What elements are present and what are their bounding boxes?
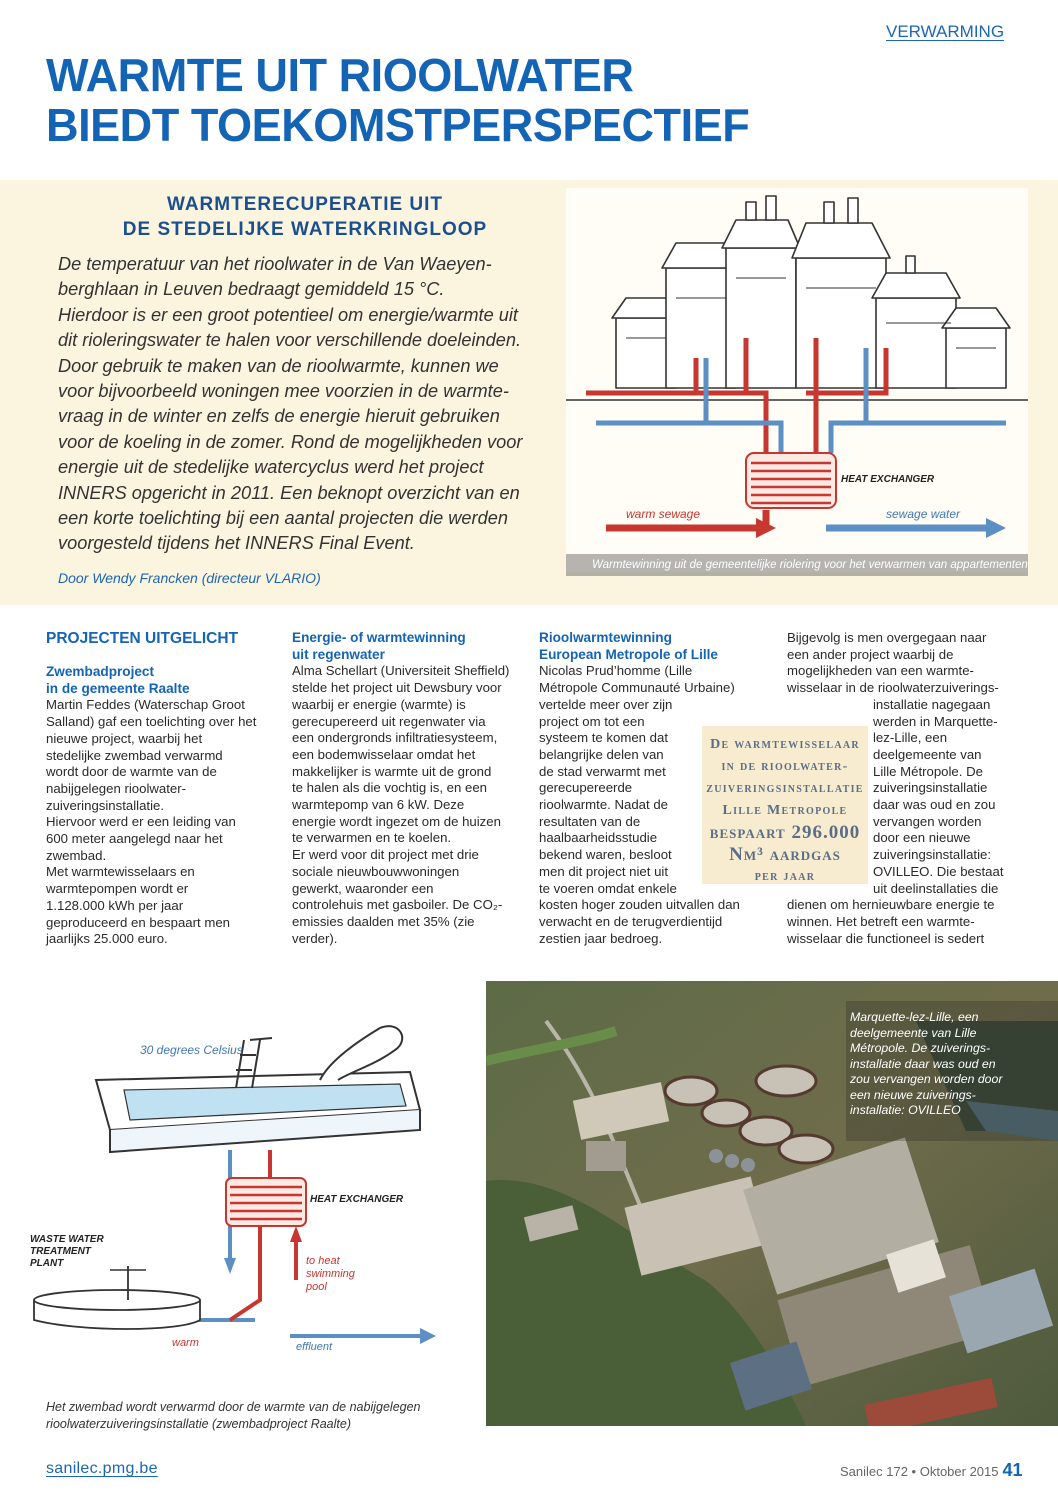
- body-line: belangrijke delen van: [539, 746, 664, 762]
- body-line: lez-Lille, een: [873, 730, 948, 746]
- subheading-line: Energie- of warmtewinning: [292, 630, 466, 645]
- body-line: Martin Feddes (Waterschap Groot: [46, 697, 245, 713]
- footer-site-link[interactable]: sanilec.pmg.be: [46, 1460, 158, 1477]
- body-line: rioolwarmte. Nadat de: [539, 797, 669, 813]
- figure-top-caption: Warmtewinning uit de gemeentelijke riolering voor het verwarmen van appartementen: [566, 554, 1028, 576]
- body-line: zuiveringsinstallatie: [873, 780, 988, 796]
- caption-line: rioolwaterzuiveringsinstallatie (zwembadproject Raalte): [46, 1417, 351, 1431]
- body-line: gerecupereerde: [539, 780, 633, 796]
- body-line: controlehuis met gasboiler. De CO₂-: [292, 897, 503, 913]
- body-line: te halen als die vochtig is, en een: [292, 780, 488, 796]
- label-effluent: effluent: [296, 1341, 333, 1353]
- quote-line: Lille Metropole: [722, 803, 848, 818]
- body-line: daar was oud en zou: [873, 797, 996, 813]
- body-line: mogelijkheden van een warmte-: [787, 663, 974, 679]
- body-line: een ander project waarbij de: [787, 646, 954, 662]
- caption-line: een nieuwe zuiverings-: [850, 1087, 976, 1102]
- subheading-line: European Metropole of Lille: [539, 646, 718, 662]
- column-1: [46, 630, 276, 948]
- body-line: haalbaarheidsstudie: [539, 830, 658, 846]
- body-line: Lille Métropole. De: [873, 763, 983, 779]
- intro-line: voorgesteld tijdens het INNERS Final Event.: [58, 533, 415, 554]
- body-line: winnen. Het betreft een warmte-: [787, 913, 975, 929]
- intro-line: voor bijvoorbeeld woningen mee voorzien in de warmte-: [58, 381, 509, 402]
- body-line: zestien jaar bedroeg.: [539, 930, 663, 946]
- quote-line: zuiveringsinstallatie: [706, 781, 864, 796]
- quote-line: De warmtewisselaar: [710, 737, 860, 752]
- body-line: bekend waren, besloot: [539, 847, 672, 863]
- body-line: Met warmtewisselaars en: [46, 864, 195, 880]
- body-line: installatie nagegaan: [873, 696, 991, 712]
- body-line: Alma Schellart (Universiteit Sheffield): [292, 663, 510, 679]
- body-line: Nicolas Prud’homme (Lille: [539, 663, 693, 679]
- body-line: systeem te komen dat: [539, 730, 669, 746]
- body-line: zwembad.: [46, 847, 107, 863]
- intro-heading-line-1: WARMTERECUPERATIE UIT: [166, 194, 444, 215]
- intro-text: [58, 252, 558, 557]
- body-line: warmtepompen wordt er: [46, 881, 189, 897]
- body-line: men dit project niet uit: [539, 863, 669, 879]
- label-treatment-plant: PLANT: [30, 1258, 64, 1269]
- label-treatment-plant: WASTE WATER: [30, 1234, 104, 1245]
- body-line: nieuwe project, waarbij het: [46, 730, 203, 746]
- body-line: de stad verwarmt met: [539, 763, 666, 779]
- quote-line: per jaar: [754, 869, 816, 884]
- intro-line: een korte toelichting bij een aantal projecten die werden: [58, 508, 508, 529]
- body-line: te voeren omdat enkele: [539, 880, 677, 896]
- page-number: 41: [1002, 1460, 1023, 1480]
- body-line: Métropole Communauté Urbaine): [539, 680, 735, 696]
- caption-line: Métropole. De zuiverings-: [850, 1041, 991, 1055]
- caption-line: Het zwembad wordt verwarmd door de warmte van de nabijgelegen: [46, 1400, 421, 1414]
- section-tag: VERWARMING: [886, 22, 1005, 41]
- intro-line: De temperatuur van het rioolwater in de Van Waeyen-: [58, 254, 492, 274]
- body-line: Hiervoor werd er een leiding van: [46, 814, 236, 830]
- body-line: verwacht en de terugverdientijd: [539, 913, 723, 929]
- label-to-pool: pool: [306, 1281, 327, 1293]
- intro-heading-line-2: DE STEDELIJKE WATERKRINGLOOP: [122, 219, 488, 240]
- photo-caption: [850, 1010, 1015, 1119]
- body-line: door een nieuwe: [873, 830, 971, 846]
- body-line: werden in Marquette-: [873, 713, 998, 729]
- body-line: dienen om hernieuwbare energie te: [787, 897, 995, 913]
- body-line: stelde het project uit Dewsbury voor: [292, 680, 502, 696]
- intro-heading: [60, 192, 550, 242]
- issue-info: Sanilec 172 • Oktober 2015: [840, 1464, 999, 1479]
- body-line: wisselaar in de rioolwaterzuiverings-: [787, 680, 999, 696]
- subheading-line: in de gemeente Raalte: [46, 680, 190, 696]
- body-line: Bijgevolg is men overgegaan naar: [787, 630, 987, 645]
- intro-line: Hierdoor is er een groot potentieel om energie/warmte uit: [58, 304, 518, 325]
- body-line: gewerkt, waaronder een: [292, 880, 434, 896]
- page-title: [46, 50, 791, 150]
- body-line: deelgemeente van: [873, 746, 982, 762]
- body-line: waarbij er energie (warmte) is: [292, 696, 466, 712]
- label-warm: warm: [172, 1337, 199, 1349]
- title-line-2: BIEDT TOEKOMSTPERSPECTIEF: [46, 99, 750, 151]
- label-warm-sewage: warm sewage: [626, 507, 701, 521]
- body-line: verder).: [292, 930, 338, 946]
- body-line: 600 meter aangelegd naar het: [46, 831, 223, 847]
- body-line: vervangen worden: [873, 813, 982, 829]
- intro-line: berghlaan in Leuven bedraagt gemiddeld 15 °C.: [58, 279, 445, 300]
- label-heat-exchanger: HEAT EXCHANGER: [310, 1194, 404, 1205]
- footer-issue: [840, 1460, 1023, 1481]
- intro-line: dit rioleringswater te halen voor verschillende doeleinden.: [58, 330, 522, 351]
- body-line: emissies daalden met 35% (zie: [292, 913, 475, 929]
- sewer-heat-diagram: [566, 188, 1028, 572]
- byline: Door Wendy Francken (directeur VLARIO): [58, 570, 321, 586]
- intro-line: vraag in de winter en zelfs de energie hieruit gebruiken: [58, 406, 500, 427]
- body-line: energie wordt ingezet om de huizen: [292, 813, 501, 829]
- label-to-pool: swimming: [306, 1268, 355, 1280]
- title-line-1: WARMTE UIT RIOOLWATER: [46, 49, 634, 101]
- body-line: OVILLEO. Die bestaat: [873, 863, 1004, 879]
- label-sewage-water: sewage water: [886, 507, 961, 521]
- label-heat-exchanger: HEAT EXCHANGER: [841, 474, 935, 485]
- label-treatment-plant: TREATMENT: [30, 1246, 91, 1257]
- caption-line: zou vervangen worden door: [850, 1072, 1003, 1086]
- intro-line: energie uit de stedelijke watercyclus werd het project: [58, 457, 484, 478]
- subheading-line: Zwembadproject: [46, 664, 155, 679]
- body-line: makkelijker is warmte uit de grond: [292, 763, 492, 779]
- body-line: geproduceerd en bespaart men: [46, 914, 231, 930]
- caption-line: installatie: OVILLEO: [850, 1103, 961, 1117]
- body-line: sociale nieuwbouwwoningen: [292, 863, 460, 879]
- body-line: nabijgelegen rioolwater-: [46, 780, 187, 796]
- subheading-line: Rioolwarmtewinning: [539, 630, 672, 645]
- body-line: uit deelinstallaties die: [873, 880, 999, 896]
- section-heading: PROJECTEN UITGELICHT: [46, 630, 239, 647]
- pool-figure-caption: [46, 1399, 466, 1433]
- body-line: Salland) gaf een toelichting over het: [46, 714, 257, 730]
- quote-line: Nm³ aardgas: [729, 844, 841, 865]
- quote-line: bespaart 296.000: [709, 822, 861, 843]
- column-4: [787, 630, 1015, 947]
- body-line: project om tot een: [539, 713, 645, 729]
- body-line: resultaten van de: [539, 813, 641, 829]
- swimming-pool-diagram: [0, 980, 478, 1388]
- intro-line: voor de koeling in de zomer. Rond de mogelijkheden voor: [58, 431, 523, 452]
- body-line: te verwarmen en te koelen.: [292, 830, 452, 846]
- caption-line: deelgemeente van Lille: [850, 1025, 977, 1040]
- caption-line: installatie daar was oud en: [850, 1056, 996, 1071]
- body-line: vertelde meer over zijn: [539, 696, 673, 712]
- body-line: gerecupereerd uit regenwater via: [292, 713, 486, 729]
- quote-line: in de rioolwater-: [721, 759, 849, 774]
- body-line: Er werd voor dit project met drie: [292, 847, 479, 863]
- body-line: wordt door de warmte van de: [46, 764, 217, 780]
- body-line: warmtepomp van 6 kW. Deze: [292, 797, 465, 813]
- label-30-degrees: 30 degrees Celsius: [140, 1043, 243, 1057]
- body-line: zuiveringsinstallatie:: [873, 847, 992, 863]
- body-line: stedelijke zwembad verwarmd: [46, 747, 223, 763]
- label-to-pool: to heat: [306, 1255, 340, 1267]
- caption-line: Marquette-lez-Lille, een: [850, 1010, 979, 1024]
- body-line: kosten hoger zouden uitvallen dan: [539, 897, 740, 913]
- subheading-line: uit regenwater: [292, 646, 385, 662]
- intro-line: Door gebruik te maken van de rioolwarmte, kunnen we: [58, 355, 499, 376]
- body-line: een ondergronds infiltratiesysteem,: [292, 730, 498, 746]
- body-line: 1.128.000 kWh per jaar: [46, 897, 184, 913]
- body-line: jaarlijks 25.000 euro.: [46, 931, 168, 947]
- body-line: wisselaar die functioneel is sedert: [787, 930, 985, 946]
- body-line: zuiveringsinstallatie.: [46, 797, 165, 813]
- intro-line: INNERS opgericht in 2011. Een beknopt overzicht van en: [58, 482, 520, 503]
- column-2: [292, 630, 522, 947]
- body-line: een bodemwisselaar omdat het: [292, 746, 476, 762]
